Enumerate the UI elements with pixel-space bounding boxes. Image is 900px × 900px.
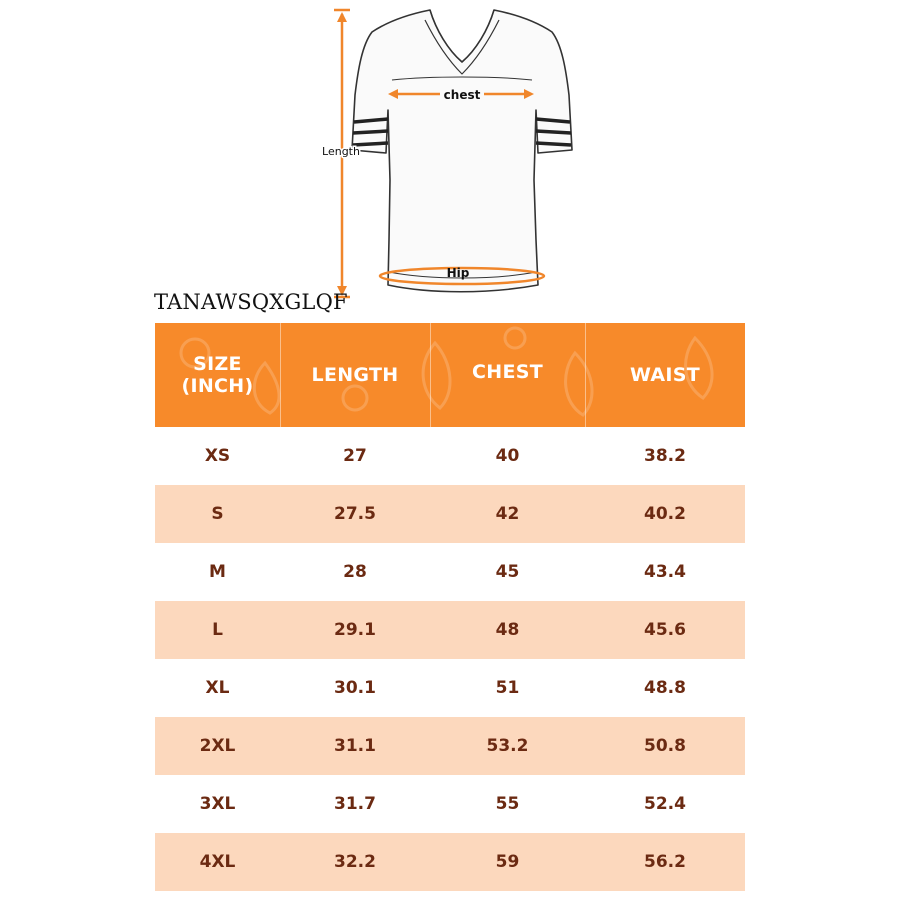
length-cell: 32.2 [334, 852, 376, 872]
size-header-line2: (INCH) [181, 375, 254, 397]
length-cell: 27.5 [334, 504, 376, 524]
chest-cell: 45 [495, 562, 520, 582]
size-cell: XS [204, 446, 231, 466]
table-row [155, 659, 745, 717]
table-row [155, 717, 745, 775]
header-divider [430, 323, 431, 427]
waist-cell: 40.2 [644, 504, 686, 524]
waist-column-header: WAIST [629, 364, 701, 386]
waist-cell: 48.8 [644, 678, 686, 698]
waist-cell: 50.8 [644, 736, 686, 756]
table-row [155, 485, 745, 543]
waist-cell: 38.2 [644, 446, 686, 466]
brand-label: TANAWSQXGLQF [154, 290, 348, 314]
length-cell: 27 [343, 446, 367, 466]
table-row [155, 775, 745, 833]
length-cell: 31.7 [334, 794, 376, 814]
size-header-line1: SIZE [193, 353, 242, 375]
size-column-header [155, 323, 280, 427]
chest-cell: 53.2 [486, 736, 529, 756]
chest-cell: 48 [495, 620, 520, 640]
size-chart-header [155, 323, 745, 427]
table-row [155, 543, 745, 601]
length-cell: 30.1 [334, 678, 376, 698]
waist-cell: 56.2 [644, 852, 686, 872]
waist-cell: 52.4 [644, 794, 686, 814]
length-cell: 31.1 [334, 736, 376, 756]
header-divider [585, 323, 586, 427]
chest-column-header: CHEST [472, 361, 543, 383]
chest-cell: 42 [495, 504, 520, 524]
chest-cell: 40 [495, 446, 520, 466]
hip-label: Hip [446, 266, 470, 280]
length-cell: 29.1 [334, 620, 376, 640]
chest-label: chest [443, 88, 481, 102]
size-cell: 3XL [199, 794, 236, 814]
size-cell: XL [205, 678, 230, 698]
table-row [155, 427, 745, 485]
waist-cell: 43.4 [644, 562, 686, 582]
header-divider [280, 323, 281, 427]
shirt-measurement-diagram [0, 0, 900, 320]
waist-cell: 45.6 [644, 620, 686, 640]
chest-cell: 59 [495, 852, 520, 872]
chest-cell: 55 [495, 794, 520, 814]
length-label: Length [322, 145, 360, 158]
size-cell: S [211, 504, 224, 524]
size-cell: 4XL [199, 852, 236, 872]
table-row [155, 833, 745, 891]
length-cell: 28 [343, 562, 367, 582]
length-column-header: LENGTH [311, 364, 399, 386]
size-cell: M [209, 562, 226, 582]
chest-cell: 51 [495, 678, 520, 698]
shirt-outline [352, 10, 572, 292]
size-cell: 2XL [199, 736, 236, 756]
size-chart-table [155, 323, 745, 891]
size-cell: L [212, 620, 223, 640]
table-row [155, 601, 745, 659]
